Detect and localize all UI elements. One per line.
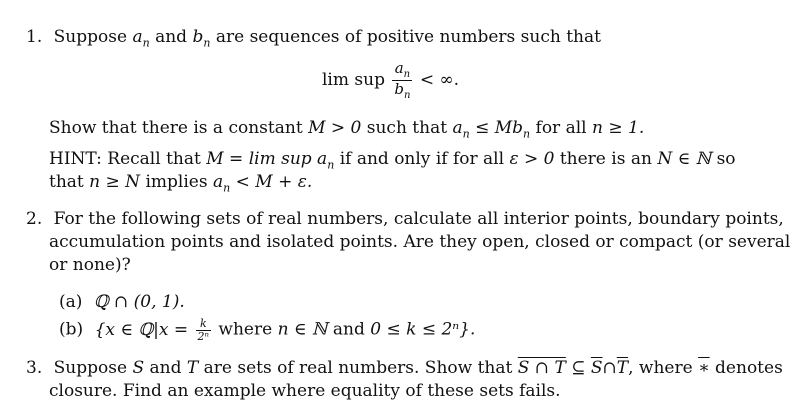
problem-1-line1 — [26, 26, 601, 54]
text: or none)? — [49, 255, 131, 275]
problem-2-item-a — [59, 291, 185, 313]
text: and — [332, 319, 365, 340]
text: Suppose — [53, 358, 128, 378]
problem-2-line1 — [26, 208, 784, 230]
intersect-symbol: ∩ — [602, 358, 617, 378]
math-a-n: $a_n$ — [132, 27, 150, 50]
text: so — [716, 149, 736, 169]
text: if and only if for all — [339, 149, 505, 169]
fraction-k-over-2n: $\frac{k}{\text{2ⁿ}}$ — [197, 317, 210, 343]
math-b-n: $b_n$ — [192, 27, 211, 50]
closure-S: $\overline{S}$ — [590, 358, 603, 378]
problem-1-show — [49, 117, 644, 145]
math: S — [132, 358, 145, 378]
math: ℚ ∩ (0, 1). — [93, 292, 185, 312]
text: Suppose — [53, 27, 128, 47]
text: and — [155, 27, 188, 47]
text: such that — [366, 118, 448, 138]
text: For the following sets of real numbers, calculate all interior points, boundary points, — [53, 209, 784, 229]
problem-2-line2 — [49, 231, 790, 253]
problem-3-line2 — [49, 380, 561, 402]
text: where — [218, 319, 273, 340]
text: implies — [145, 172, 208, 192]
text: there is an — [559, 149, 652, 169]
text: for all — [535, 118, 587, 138]
fraction-a-over-b: $\frac{a_n}{b_n}$ — [394, 59, 411, 101]
math: n ≥ 1. — [592, 118, 645, 138]
problem-3-number: 3. — [26, 358, 43, 378]
text: accumulation points and isolated points. Are they open, closed or compact (or several — [49, 232, 791, 252]
problem-3-line1 — [26, 357, 783, 379]
text: denotes — [715, 358, 783, 378]
subset-symbol: ⊆ — [571, 358, 586, 378]
problem-1-number: 1. — [26, 27, 43, 47]
math: $a_n < M + \varepsilon$. — [212, 172, 313, 195]
closure-T: $\overline{T}$ — [616, 358, 629, 378]
less-than-infinity: < ∞. — [419, 70, 460, 90]
math: n ≥ N — [89, 172, 141, 192]
item-label: (a) — [59, 292, 83, 312]
lim-sup: lim sup — [322, 70, 385, 90]
display-equation — [322, 60, 459, 101]
math: 0 ≤ k ≤ 2ⁿ}. — [370, 319, 476, 340]
math: N ∈ ℕ — [657, 149, 712, 169]
math: n ∈ ℕ — [277, 319, 328, 340]
text: , where — [628, 358, 693, 378]
problem-1-hint-line2 — [49, 171, 312, 199]
item-label: (b) — [59, 319, 84, 340]
closure-symbol: ∗ — [698, 358, 710, 378]
text: that — [49, 172, 84, 192]
text: are sequences of positive numbers such that — [215, 27, 601, 47]
text: closure. Find an example where equality of these sets fails. — [49, 381, 561, 401]
closure-intersection: S ∩ T — [517, 358, 566, 378]
text: are sets of real numbers. Show that — [203, 358, 513, 378]
math: M = lim sup $a_n$ — [206, 149, 335, 172]
text: and — [149, 358, 182, 378]
math-ineq: $a_n \le Mb_n$ — [452, 118, 531, 141]
math: M > 0 — [308, 118, 362, 138]
problem-2-item-b — [59, 318, 475, 342]
problem-2-line3 — [49, 254, 131, 276]
problem-2-number: 2. — [26, 209, 43, 229]
text: Show that there is a constant — [49, 118, 303, 138]
math: {x ∈ ℚ|x = — [94, 319, 189, 340]
math: ε > 0 — [509, 149, 555, 169]
math: T — [186, 358, 199, 378]
text: HINT: Recall that — [49, 149, 201, 169]
